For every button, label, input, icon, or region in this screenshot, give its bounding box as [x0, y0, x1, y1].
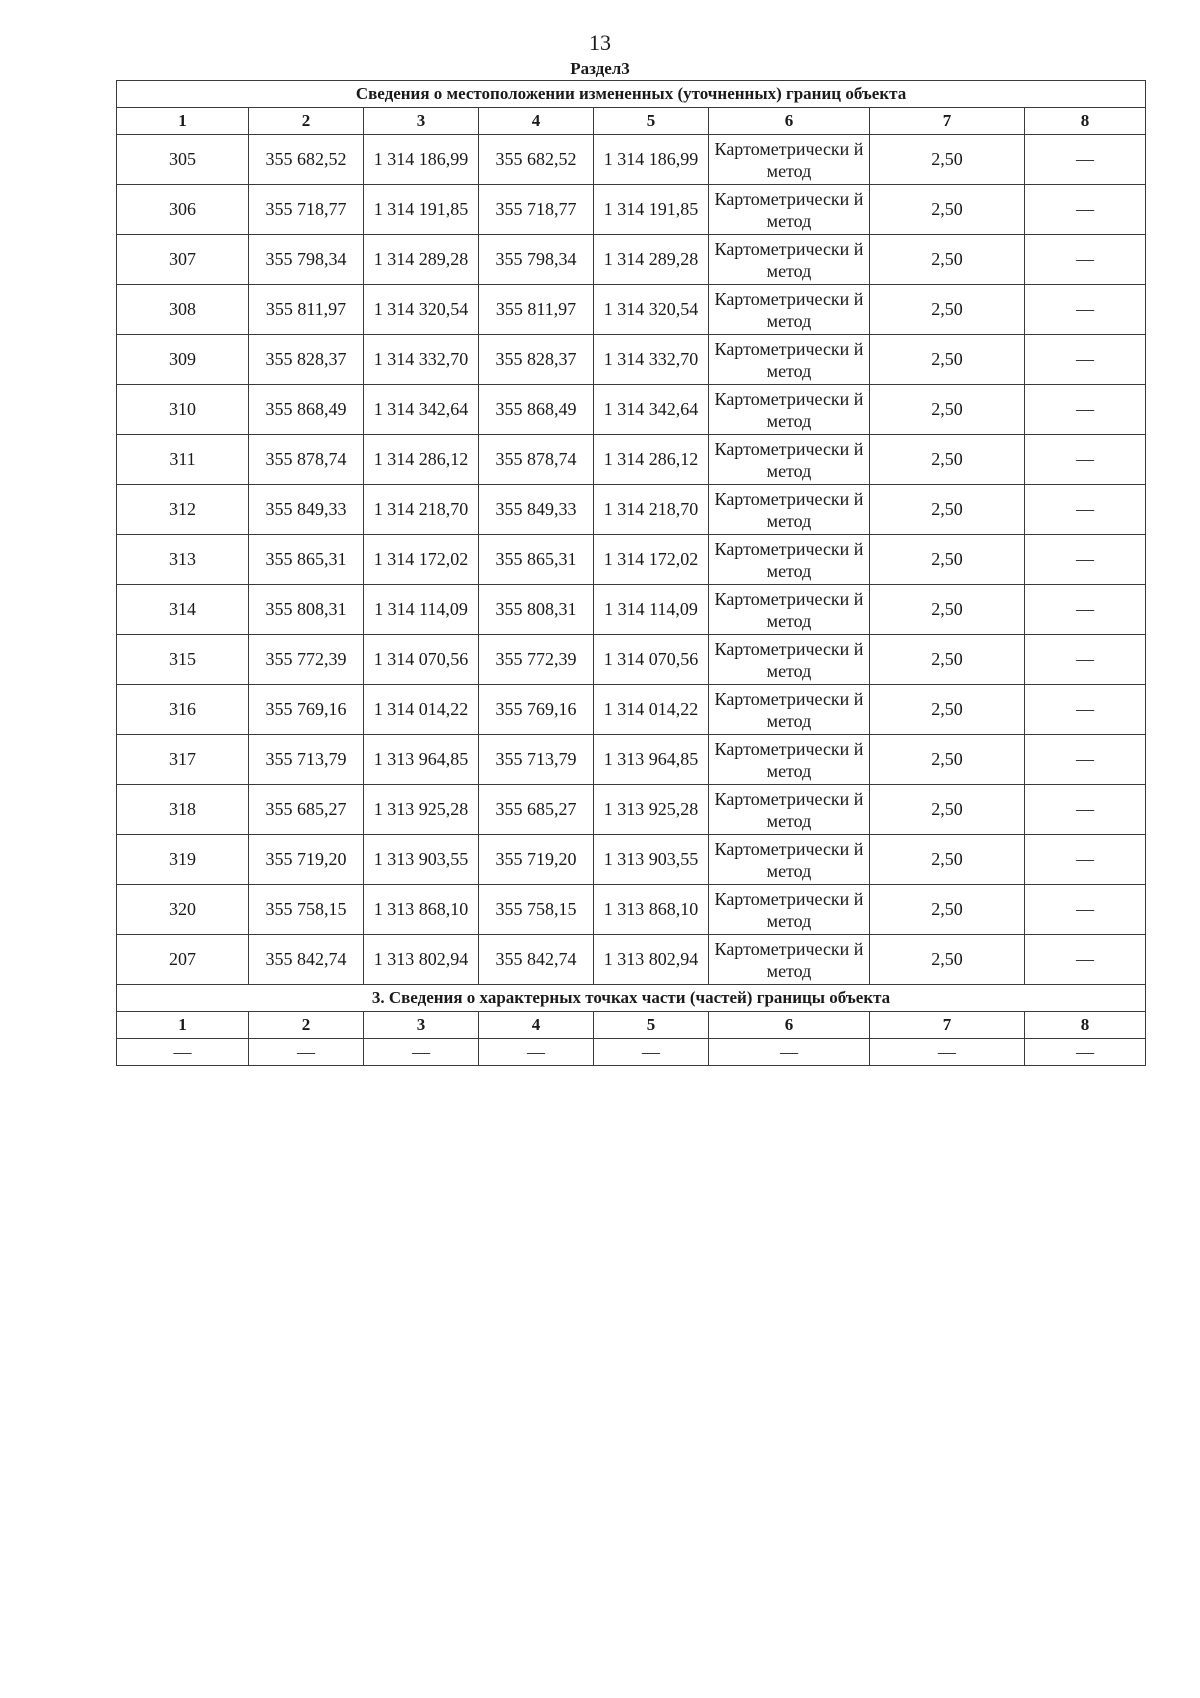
x-old-cell: 355 685,27 — [249, 785, 364, 835]
accuracy-cell: 2,50 — [870, 635, 1025, 685]
table-row — [117, 735, 1146, 785]
table-caption-row-2 — [117, 985, 1146, 1012]
column-number: 7 — [870, 1012, 1025, 1039]
column-number-row — [117, 108, 1146, 135]
note-cell: — — [1025, 235, 1146, 285]
table-row — [117, 285, 1146, 335]
y-old-cell: 1 314 014,22 — [364, 685, 479, 735]
y-old-cell: 1 314 070,56 — [364, 635, 479, 685]
accuracy-cell: 2,50 — [870, 585, 1025, 635]
empty-cell: — — [364, 1039, 479, 1066]
method-cell: Картометрически й метод — [709, 235, 870, 285]
column-number: 2 — [249, 108, 364, 135]
note-cell: — — [1025, 285, 1146, 335]
accuracy-cell: 2,50 — [870, 285, 1025, 335]
point-number-cell: 317 — [117, 735, 249, 785]
method-cell: Картометрически й метод — [709, 885, 870, 935]
table-caption-row — [117, 81, 1146, 108]
x-new-cell: 355 758,15 — [479, 885, 594, 935]
y-new-cell: 1 313 903,55 — [594, 835, 709, 885]
method-cell: Картометрически й метод — [709, 485, 870, 535]
y-old-cell: 1 314 289,28 — [364, 235, 479, 285]
table-row — [117, 535, 1146, 585]
table-row — [117, 485, 1146, 535]
accuracy-cell: 2,50 — [870, 335, 1025, 385]
note-cell: — — [1025, 435, 1146, 485]
x-new-cell: 355 682,52 — [479, 135, 594, 185]
x-new-cell: 355 811,97 — [479, 285, 594, 335]
method-cell: Картометрически й метод — [709, 685, 870, 735]
empty-cell: — — [709, 1039, 870, 1066]
point-number-cell: 314 — [117, 585, 249, 635]
note-cell: — — [1025, 335, 1146, 385]
column-number: 4 — [479, 1012, 594, 1039]
x-new-cell: 355 769,16 — [479, 685, 594, 735]
method-cell: Картометрически й метод — [709, 585, 870, 635]
accuracy-cell: 2,50 — [870, 435, 1025, 485]
note-cell: — — [1025, 935, 1146, 985]
column-number-row-2 — [117, 1012, 1146, 1039]
x-old-cell: 355 769,16 — [249, 685, 364, 735]
point-number-cell: 311 — [117, 435, 249, 485]
method-cell: Картометрически й метод — [709, 535, 870, 585]
y-old-cell: 1 313 925,28 — [364, 785, 479, 835]
empty-cell: — — [870, 1039, 1025, 1066]
method-cell: Картометрически й метод — [709, 785, 870, 835]
method-cell: Картометрически й метод — [709, 385, 870, 435]
accuracy-cell: 2,50 — [870, 885, 1025, 935]
point-number-cell: 307 — [117, 235, 249, 285]
table-row — [117, 685, 1146, 735]
column-number: 3 — [364, 1012, 479, 1039]
y-new-cell: 1 314 014,22 — [594, 685, 709, 735]
x-new-cell: 355 828,37 — [479, 335, 594, 385]
x-new-cell: 355 685,27 — [479, 785, 594, 835]
point-number-cell: 306 — [117, 185, 249, 235]
y-old-cell: 1 314 218,70 — [364, 485, 479, 535]
table-row — [117, 585, 1146, 635]
note-cell: — — [1025, 835, 1146, 885]
y-old-cell: 1 313 802,94 — [364, 935, 479, 985]
y-new-cell: 1 314 191,85 — [594, 185, 709, 235]
method-cell: Картометрически й метод — [709, 835, 870, 885]
y-old-cell: 1 314 114,09 — [364, 585, 479, 635]
table-caption-2: 3. Сведения о характерных точках части (частей) границы объекта — [117, 985, 1146, 1012]
table-row — [117, 785, 1146, 835]
x-old-cell: 355 808,31 — [249, 585, 364, 635]
y-new-cell: 1 314 286,12 — [594, 435, 709, 485]
y-new-cell: 1 314 342,64 — [594, 385, 709, 435]
point-number-cell: 320 — [117, 885, 249, 935]
y-new-cell: 1 314 172,02 — [594, 535, 709, 585]
x-new-cell: 355 868,49 — [479, 385, 594, 435]
column-number: 8 — [1025, 108, 1146, 135]
accuracy-cell: 2,50 — [870, 735, 1025, 785]
x-new-cell: 355 713,79 — [479, 735, 594, 785]
y-old-cell: 1 313 868,10 — [364, 885, 479, 935]
x-old-cell: 355 849,33 — [249, 485, 364, 535]
y-new-cell: 1 314 114,09 — [594, 585, 709, 635]
accuracy-cell: 2,50 — [870, 235, 1025, 285]
y-new-cell: 1 313 802,94 — [594, 935, 709, 985]
x-old-cell: 355 842,74 — [249, 935, 364, 985]
table-row — [117, 635, 1146, 685]
note-cell: — — [1025, 735, 1146, 785]
accuracy-cell: 2,50 — [870, 835, 1025, 885]
point-number-cell: 309 — [117, 335, 249, 385]
y-new-cell: 1 314 218,70 — [594, 485, 709, 535]
x-new-cell: 355 718,77 — [479, 185, 594, 235]
table-caption: Сведения о местоположении измененных (уточненных) границ объекта — [117, 81, 1146, 108]
table-row — [117, 235, 1146, 285]
x-old-cell: 355 868,49 — [249, 385, 364, 435]
note-cell: — — [1025, 885, 1146, 935]
point-number-cell: 316 — [117, 685, 249, 735]
column-number: 4 — [479, 108, 594, 135]
table-row — [117, 935, 1146, 985]
y-new-cell: 1 314 186,99 — [594, 135, 709, 185]
method-cell: Картометрически й метод — [709, 735, 870, 785]
accuracy-cell: 2,50 — [870, 385, 1025, 435]
method-cell: Картометрически й метод — [709, 935, 870, 985]
column-number: 6 — [709, 108, 870, 135]
column-number: 7 — [870, 108, 1025, 135]
point-number-cell: 318 — [117, 785, 249, 835]
x-new-cell: 355 808,31 — [479, 585, 594, 635]
x-old-cell: 355 758,15 — [249, 885, 364, 935]
x-new-cell: 355 878,74 — [479, 435, 594, 485]
table-row — [117, 185, 1146, 235]
y-new-cell: 1 314 070,56 — [594, 635, 709, 685]
point-number-cell: 305 — [117, 135, 249, 185]
x-new-cell: 355 842,74 — [479, 935, 594, 985]
x-old-cell: 355 682,52 — [249, 135, 364, 185]
section-title: Раздел3 — [570, 59, 630, 78]
x-old-cell: 355 878,74 — [249, 435, 364, 485]
y-old-cell: 1 313 964,85 — [364, 735, 479, 785]
accuracy-cell: 2,50 — [870, 785, 1025, 835]
point-number-cell: 207 — [117, 935, 249, 985]
y-old-cell: 1 314 286,12 — [364, 435, 479, 485]
note-cell: — — [1025, 535, 1146, 585]
column-number: 3 — [364, 108, 479, 135]
accuracy-cell: 2,50 — [870, 535, 1025, 585]
accuracy-cell: 2,50 — [870, 135, 1025, 185]
x-new-cell: 355 719,20 — [479, 835, 594, 885]
accuracy-cell: 2,50 — [870, 185, 1025, 235]
note-cell: — — [1025, 785, 1146, 835]
x-old-cell: 355 798,34 — [249, 235, 364, 285]
note-cell: — — [1025, 385, 1146, 435]
point-number-cell: 315 — [117, 635, 249, 685]
y-new-cell: 1 313 868,10 — [594, 885, 709, 935]
accuracy-cell: 2,50 — [870, 685, 1025, 735]
x-old-cell: 355 811,97 — [249, 285, 364, 335]
x-old-cell: 355 828,37 — [249, 335, 364, 385]
x-old-cell: 355 719,20 — [249, 835, 364, 885]
y-new-cell: 1 313 964,85 — [594, 735, 709, 785]
column-number: 2 — [249, 1012, 364, 1039]
y-new-cell: 1 314 332,70 — [594, 335, 709, 385]
method-cell: Картометрически й метод — [709, 285, 870, 335]
empty-cell: — — [1025, 1039, 1146, 1066]
method-cell: Картометрически й метод — [709, 135, 870, 185]
column-number: 1 — [117, 1012, 249, 1039]
x-old-cell: 355 865,31 — [249, 535, 364, 585]
empty-cell: — — [479, 1039, 594, 1066]
y-old-cell: 1 314 191,85 — [364, 185, 479, 235]
method-cell: Картометрически й метод — [709, 435, 870, 485]
table-row — [117, 385, 1146, 435]
y-old-cell: 1 314 320,54 — [364, 285, 479, 335]
table-row — [117, 835, 1146, 885]
method-cell: Картометрически й метод — [709, 635, 870, 685]
column-number: 5 — [594, 1012, 709, 1039]
point-number-cell: 312 — [117, 485, 249, 535]
note-cell: — — [1025, 135, 1146, 185]
note-cell: — — [1025, 585, 1146, 635]
x-new-cell: 355 865,31 — [479, 535, 594, 585]
x-old-cell: 355 772,39 — [249, 635, 364, 685]
column-number: 1 — [117, 108, 249, 135]
empty-cell: — — [249, 1039, 364, 1066]
point-number-cell: 313 — [117, 535, 249, 585]
y-new-cell: 1 313 925,28 — [594, 785, 709, 835]
method-cell: Картометрически й метод — [709, 335, 870, 385]
empty-cell: — — [117, 1039, 249, 1066]
y-old-cell: 1 314 186,99 — [364, 135, 479, 185]
x-old-cell: 355 713,79 — [249, 735, 364, 785]
page-number: 13 — [589, 30, 611, 55]
column-number: 6 — [709, 1012, 870, 1039]
x-new-cell: 355 772,39 — [479, 635, 594, 685]
x-new-cell: 355 849,33 — [479, 485, 594, 535]
point-number-cell: 308 — [117, 285, 249, 335]
x-new-cell: 355 798,34 — [479, 235, 594, 285]
accuracy-cell: 2,50 — [870, 485, 1025, 535]
note-cell: — — [1025, 185, 1146, 235]
point-number-cell: 310 — [117, 385, 249, 435]
table-row — [117, 135, 1146, 185]
column-number: 5 — [594, 108, 709, 135]
table-row — [117, 435, 1146, 485]
table-row — [117, 335, 1146, 385]
method-cell: Картометрически й метод — [709, 185, 870, 235]
coordinates-table — [116, 80, 1146, 1066]
empty-row — [117, 1039, 1146, 1066]
y-new-cell: 1 314 289,28 — [594, 235, 709, 285]
accuracy-cell: 2,50 — [870, 935, 1025, 985]
point-number-cell: 319 — [117, 835, 249, 885]
y-new-cell: 1 314 320,54 — [594, 285, 709, 335]
y-old-cell: 1 314 342,64 — [364, 385, 479, 435]
y-old-cell: 1 314 172,02 — [364, 535, 479, 585]
y-old-cell: 1 314 332,70 — [364, 335, 479, 385]
y-old-cell: 1 313 903,55 — [364, 835, 479, 885]
empty-cell: — — [594, 1039, 709, 1066]
x-old-cell: 355 718,77 — [249, 185, 364, 235]
note-cell: — — [1025, 685, 1146, 735]
note-cell: — — [1025, 635, 1146, 685]
column-number: 8 — [1025, 1012, 1146, 1039]
note-cell: — — [1025, 485, 1146, 535]
table-row — [117, 885, 1146, 935]
